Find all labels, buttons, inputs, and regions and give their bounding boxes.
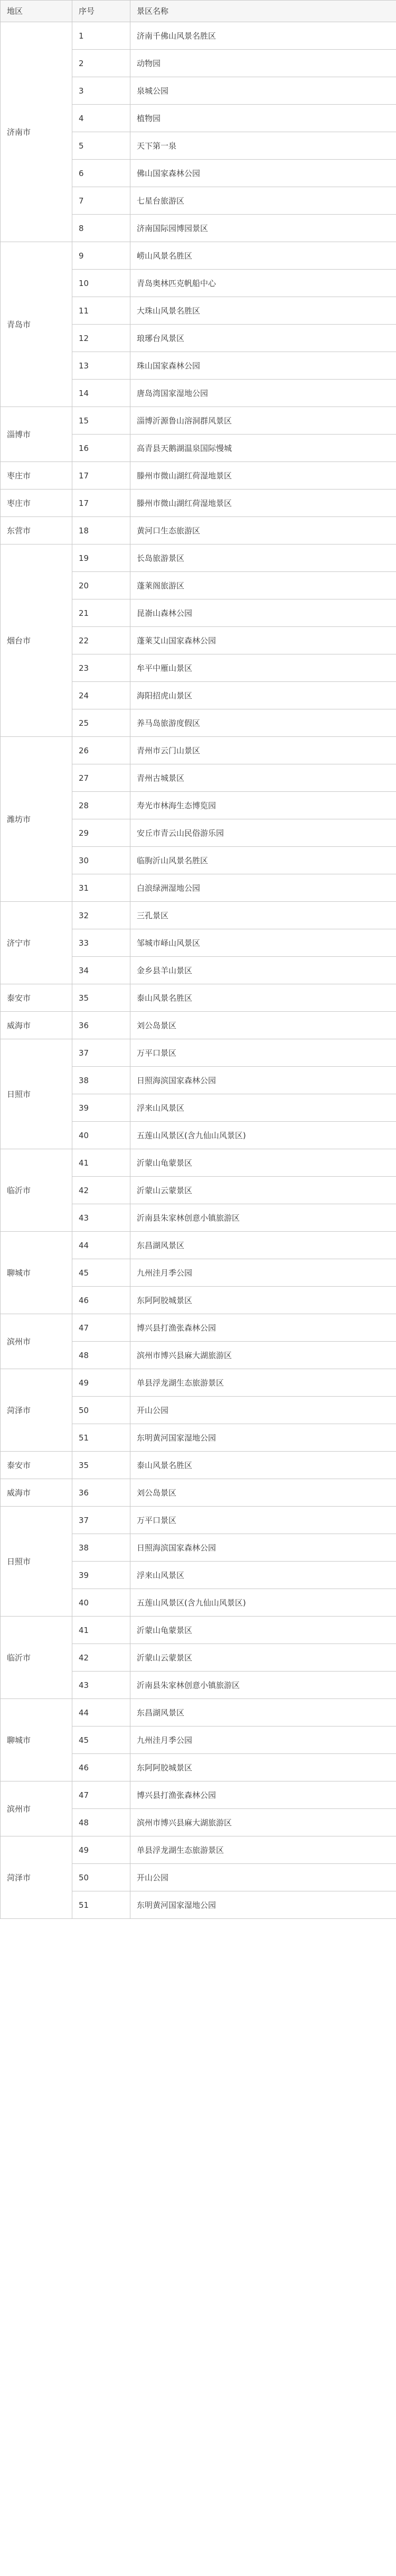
number-cell: 38 xyxy=(72,1534,130,1562)
scenic-name-cell: 五莲山风景区(含九仙山风景区) xyxy=(130,1122,396,1149)
scenic-name-cell: 佛山国家森林公园 xyxy=(130,160,396,187)
region-cell: 枣庄市 xyxy=(1,490,72,517)
scenic-name-cell: 开山公园 xyxy=(130,1864,396,1891)
region-cell: 青岛市 xyxy=(1,242,72,407)
number-cell: 41 xyxy=(72,1149,130,1177)
header-scenic-name: 景区名称 xyxy=(130,1,396,22)
region-cell: 济宁市 xyxy=(1,902,72,984)
region-cell: 淄博市 xyxy=(1,407,72,462)
table-row xyxy=(1,1314,396,1342)
number-cell: 25 xyxy=(72,709,130,737)
scenic-name-cell: 蓬莱阁旅游区 xyxy=(130,572,396,599)
region-cell: 潍坊市 xyxy=(1,737,72,902)
table-row xyxy=(1,1699,396,1726)
scenic-name-cell: 东昌湖风景区 xyxy=(130,1699,396,1726)
scenic-name-cell: 珠山国家森林公园 xyxy=(130,352,396,380)
number-cell: 2 xyxy=(72,50,130,77)
number-cell: 40 xyxy=(72,1122,130,1149)
scenic-name-cell: 滨州市博兴县麻大湖旅游区 xyxy=(130,1342,396,1369)
scenic-name-cell: 安丘市青云山民俗游乐园 xyxy=(130,819,396,847)
scenic-name-cell: 海阳招虎山景区 xyxy=(130,682,396,709)
region-cell: 济南市 xyxy=(1,22,72,242)
scenic-name-cell: 东昌湖风景区 xyxy=(130,1232,396,1259)
scenic-name-cell: 浮来山风景区 xyxy=(130,1562,396,1589)
number-cell: 13 xyxy=(72,352,130,380)
number-cell: 18 xyxy=(72,517,130,544)
number-cell: 4 xyxy=(72,105,130,132)
scenic-name-cell: 高青县天鹅湖温泉国际慢城 xyxy=(130,435,396,462)
number-cell: 11 xyxy=(72,297,130,325)
number-cell: 41 xyxy=(72,1617,130,1644)
region-cell: 东营市 xyxy=(1,517,72,544)
number-cell: 29 xyxy=(72,819,130,847)
scenic-name-cell: 青州市云门山景区 xyxy=(130,737,396,764)
number-cell: 17 xyxy=(72,490,130,517)
scenic-name-cell: 沂蒙山云蒙景区 xyxy=(130,1644,396,1672)
scenic-name-cell: 沂蒙山龟蒙景区 xyxy=(130,1617,396,1644)
scenic-name-cell: 淄博沂源鲁山溶洞群风景区 xyxy=(130,407,396,435)
number-cell: 48 xyxy=(72,1342,130,1369)
scenic-name-cell: 植物园 xyxy=(130,105,396,132)
table-body xyxy=(1,22,396,1919)
scenic-name-cell: 刘公岛景区 xyxy=(130,1012,396,1039)
region-cell: 日照市 xyxy=(1,1507,72,1617)
scenic-name-cell: 博兴县打渔张森林公园 xyxy=(130,1314,396,1342)
scenic-name-cell: 泰山风景名胜区 xyxy=(130,984,396,1012)
header-number: 序号 xyxy=(72,1,130,22)
number-cell: 47 xyxy=(72,1314,130,1342)
scenic-name-cell: 五莲山风景区(含九仙山风景区) xyxy=(130,1589,396,1617)
number-cell: 44 xyxy=(72,1699,130,1726)
number-cell: 42 xyxy=(72,1644,130,1672)
scenic-name-cell: 济南国际园博园景区 xyxy=(130,215,396,242)
number-cell: 50 xyxy=(72,1864,130,1891)
table-row xyxy=(1,737,396,764)
region-cell: 聊城市 xyxy=(1,1699,72,1781)
number-cell: 1 xyxy=(72,22,130,50)
number-cell: 48 xyxy=(72,1809,130,1836)
number-cell: 24 xyxy=(72,682,130,709)
number-cell: 49 xyxy=(72,1369,130,1397)
scenic-name-cell: 泰山风景名胜区 xyxy=(130,1452,396,1479)
number-cell: 51 xyxy=(72,1424,130,1452)
scenic-name-cell: 金乡县羊山景区 xyxy=(130,957,396,984)
scenic-name-cell: 唐岛湾国家湿地公园 xyxy=(130,380,396,407)
region-cell: 烟台市 xyxy=(1,544,72,737)
scenic-name-cell: 东阿阿胶城景区 xyxy=(130,1754,396,1781)
table-row xyxy=(1,1452,396,1479)
number-cell: 10 xyxy=(72,270,130,297)
scenic-name-cell: 临朐沂山风景名胜区 xyxy=(130,847,396,874)
number-cell: 30 xyxy=(72,847,130,874)
header-region: 地区 xyxy=(1,1,72,22)
number-cell: 28 xyxy=(72,792,130,819)
table-row xyxy=(1,517,396,544)
scenic-name-cell: 博兴县打渔张森林公园 xyxy=(130,1781,396,1809)
scenic-name-cell: 滕州市微山湖红荷湿地景区 xyxy=(130,490,396,517)
scenic-name-cell: 昆嵛山森林公园 xyxy=(130,599,396,627)
number-cell: 36 xyxy=(72,1479,130,1507)
table-row xyxy=(1,544,396,572)
number-cell: 12 xyxy=(72,325,130,352)
scenic-name-cell: 东明黄河国家湿地公园 xyxy=(130,1424,396,1452)
scenic-name-cell: 滨州市博兴县麻大湖旅游区 xyxy=(130,1809,396,1836)
number-cell: 44 xyxy=(72,1232,130,1259)
number-cell: 6 xyxy=(72,160,130,187)
number-cell: 9 xyxy=(72,242,130,270)
number-cell: 40 xyxy=(72,1589,130,1617)
region-cell: 菏泽市 xyxy=(1,1369,72,1452)
scenic-name-cell: 大珠山风景名胜区 xyxy=(130,297,396,325)
table-row xyxy=(1,1369,396,1397)
number-cell: 42 xyxy=(72,1177,130,1204)
scenic-name-cell: 泉城公园 xyxy=(130,77,396,105)
number-cell: 49 xyxy=(72,1836,130,1864)
scenic-name-cell: 万平口景区 xyxy=(130,1039,396,1067)
scenic-name-cell: 日照海滨国家森林公园 xyxy=(130,1067,396,1094)
number-cell: 16 xyxy=(72,435,130,462)
number-cell: 19 xyxy=(72,544,130,572)
number-cell: 50 xyxy=(72,1397,130,1424)
number-cell: 34 xyxy=(72,957,130,984)
table-row xyxy=(1,462,396,490)
number-cell: 5 xyxy=(72,132,130,160)
scenic-name-cell: 沂南县朱家林创意小镇旅游区 xyxy=(130,1672,396,1699)
region-cell: 泰安市 xyxy=(1,1452,72,1479)
region-cell: 威海市 xyxy=(1,1012,72,1039)
scenic-name-cell: 琅琊台风景区 xyxy=(130,325,396,352)
number-cell: 3 xyxy=(72,77,130,105)
region-cell: 菏泽市 xyxy=(1,1836,72,1919)
number-cell: 46 xyxy=(72,1287,130,1314)
scenic-name-cell: 青州古城景区 xyxy=(130,764,396,792)
table-row xyxy=(1,1149,396,1177)
table-row xyxy=(1,1039,396,1067)
number-cell: 32 xyxy=(72,902,130,929)
number-cell: 15 xyxy=(72,407,130,435)
number-cell: 43 xyxy=(72,1204,130,1232)
region-cell: 临沂市 xyxy=(1,1617,72,1699)
scenic-name-cell: 沂蒙山龟蒙景区 xyxy=(130,1149,396,1177)
scenic-name-cell: 沂蒙山云蒙景区 xyxy=(130,1177,396,1204)
scenic-name-cell: 动物园 xyxy=(130,50,396,77)
number-cell: 38 xyxy=(72,1067,130,1094)
scenic-name-cell: 沂南县朱家林创意小镇旅游区 xyxy=(130,1204,396,1232)
scenic-name-cell: 开山公园 xyxy=(130,1397,396,1424)
scenic-name-cell: 天下第一泉 xyxy=(130,132,396,160)
scenic-name-cell: 邹城市峄山风景区 xyxy=(130,929,396,957)
region-cell: 滨州市 xyxy=(1,1781,72,1836)
number-cell: 22 xyxy=(72,627,130,654)
number-cell: 23 xyxy=(72,654,130,682)
scenic-name-cell: 三孔景区 xyxy=(130,902,396,929)
number-cell: 37 xyxy=(72,1507,130,1534)
number-cell: 17 xyxy=(72,462,130,490)
scenic-name-cell: 万平口景区 xyxy=(130,1507,396,1534)
scenic-name-cell: 白浪绿洲湿地公园 xyxy=(130,874,396,902)
number-cell: 51 xyxy=(72,1891,130,1919)
number-cell: 46 xyxy=(72,1754,130,1781)
region-cell: 聊城市 xyxy=(1,1232,72,1314)
number-cell: 14 xyxy=(72,380,130,407)
scenic-name-cell: 黄河口生态旅游区 xyxy=(130,517,396,544)
number-cell: 35 xyxy=(72,984,130,1012)
scenic-name-cell: 刘公岛景区 xyxy=(130,1479,396,1507)
number-cell: 7 xyxy=(72,187,130,215)
table-row xyxy=(1,22,396,50)
scenic-name-cell: 崂山风景名胜区 xyxy=(130,242,396,270)
number-cell: 35 xyxy=(72,1452,130,1479)
region-cell: 临沂市 xyxy=(1,1149,72,1232)
table-row xyxy=(1,1617,396,1644)
scenic-name-cell: 长岛旅游景区 xyxy=(130,544,396,572)
table-row xyxy=(1,1479,396,1507)
region-cell: 日照市 xyxy=(1,1039,72,1149)
number-cell: 8 xyxy=(72,215,130,242)
number-cell: 21 xyxy=(72,599,130,627)
region-cell: 泰安市 xyxy=(1,984,72,1012)
table-row xyxy=(1,1232,396,1259)
table-row xyxy=(1,1012,396,1039)
table-header-row xyxy=(1,1,396,22)
scenic-name-cell: 蓬莱艾山国家森林公园 xyxy=(130,627,396,654)
table-row xyxy=(1,1507,396,1534)
scenic-name-cell: 单县浮龙湖生态旅游景区 xyxy=(130,1836,396,1864)
scenic-name-cell: 浮来山风景区 xyxy=(130,1094,396,1122)
number-cell: 45 xyxy=(72,1726,130,1754)
number-cell: 31 xyxy=(72,874,130,902)
table-row xyxy=(1,902,396,929)
number-cell: 36 xyxy=(72,1012,130,1039)
number-cell: 27 xyxy=(72,764,130,792)
scenic-name-cell: 滕州市微山湖红荷湿地景区 xyxy=(130,462,396,490)
scenic-name-cell: 寿光市林海生态博览园 xyxy=(130,792,396,819)
table-row xyxy=(1,1836,396,1864)
table-row xyxy=(1,984,396,1012)
scenic-name-cell: 单县浮龙湖生态旅游景区 xyxy=(130,1369,396,1397)
region-cell: 威海市 xyxy=(1,1479,72,1507)
scenic-name-cell: 日照海滨国家森林公园 xyxy=(130,1534,396,1562)
number-cell: 47 xyxy=(72,1781,130,1809)
scenic-name-cell: 牟平中雁山景区 xyxy=(130,654,396,682)
scenic-name-cell: 养马岛旅游度假区 xyxy=(130,709,396,737)
number-cell: 43 xyxy=(72,1672,130,1699)
table-row xyxy=(1,242,396,270)
number-cell: 39 xyxy=(72,1094,130,1122)
number-cell: 20 xyxy=(72,572,130,599)
number-cell: 26 xyxy=(72,737,130,764)
number-cell: 33 xyxy=(72,929,130,957)
number-cell: 39 xyxy=(72,1562,130,1589)
scenic-name-cell: 济南千佛山风景名胜区 xyxy=(130,22,396,50)
number-cell: 37 xyxy=(72,1039,130,1067)
scenic-name-cell: 青岛奥林匹克帆船中心 xyxy=(130,270,396,297)
scenic-name-cell: 九州洼月季公园 xyxy=(130,1259,396,1287)
table-row xyxy=(1,407,396,435)
region-cell: 滨州市 xyxy=(1,1314,72,1369)
table-row xyxy=(1,1781,396,1809)
scenic-name-cell: 七星台旅游区 xyxy=(130,187,396,215)
region-cell: 枣庄市 xyxy=(1,462,72,490)
scenic-name-cell: 东明黄河国家湿地公园 xyxy=(130,1891,396,1919)
scenic-name-cell: 东阿阿胶城景区 xyxy=(130,1287,396,1314)
number-cell: 45 xyxy=(72,1259,130,1287)
scenic-name-cell: 九州洼月季公园 xyxy=(130,1726,396,1754)
table-row xyxy=(1,490,396,517)
